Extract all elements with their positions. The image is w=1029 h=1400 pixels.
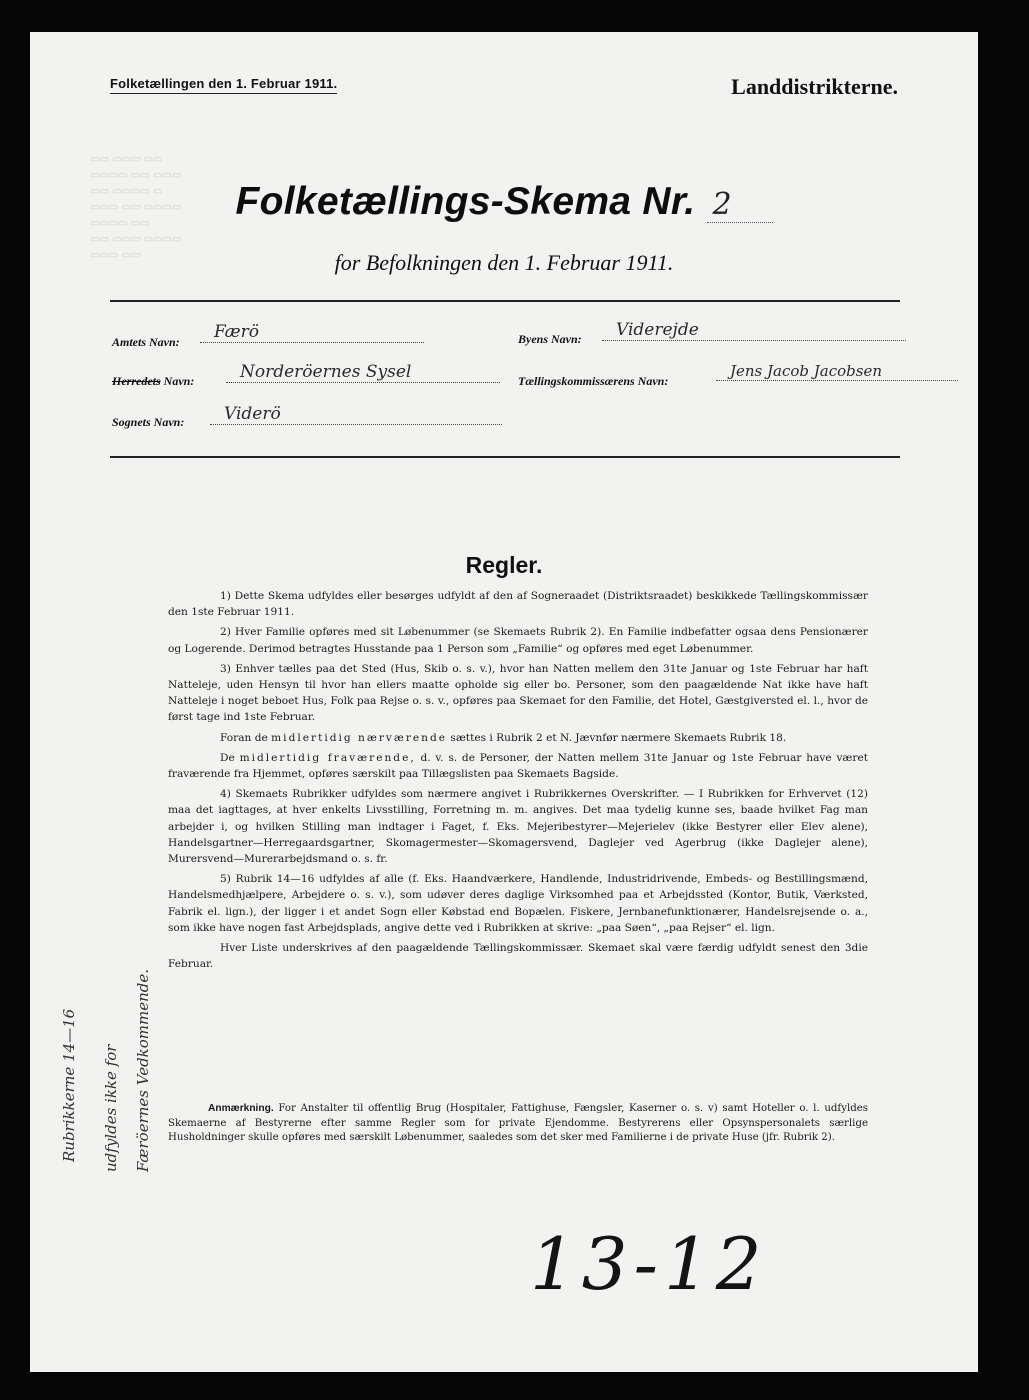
header-district-type: Landdistrikterne. <box>731 74 898 99</box>
note-label: Anmærkning. <box>208 1103 274 1114</box>
field-value-by: Viderejde <box>602 320 906 341</box>
field-value-sogn: Viderö <box>210 404 502 425</box>
field-value-herred: Norderöernes Sysel <box>226 362 500 383</box>
top-rule <box>110 300 900 302</box>
rule-1: 1) Dette Skema udfyldes eller besørges udfyldt af den af Sogneraadet (Distriktsraadet) beskikkede Tællingskommissær den 1ste Februar 1911. <box>168 590 868 619</box>
rules-heading: Regler. <box>465 552 543 578</box>
rule-5: 5) Rubrik 14—16 udfyldes af alle (f. Eks. Haandværkere, Handlende, Industridrivende, Embeds- og Bestillingsmænd, Handelsmedhjælpere, Arbejdere o. s. v.), som udøver deres daglige Virksomhed paa et Arbejdssted (Kontor, Butik, Værksted, Fabrik el. lign.), der ligger i et andet Sogn eller Købstad end Bopælen. Fiskere, Jernbanefunktionærer, Handelsrejsende o. a., som ikke have nogen fast Arbejdsplads, angive dette ved i Rubrikken at skrive: „paa Søen“, „paa Rejser“ el. lign. <box>168 873 868 934</box>
rule-3b: Foran de midlertidig nærværende sættes i Rubrik 2 et N. Jævnfør nærmere Skemaets Rubrik 18. <box>220 731 787 744</box>
field-value-amt: Færö <box>200 322 424 343</box>
side-note-line-3: Færöernes Vedkommende. <box>134 968 152 1172</box>
annotation-note <box>168 1102 868 1146</box>
rules-body <box>168 588 868 976</box>
header-census-date: Folketællingen den 1. Februar 1911. <box>110 76 337 94</box>
form-title <box>30 180 978 224</box>
bleed-through-text: ▭▭ ▭▭▭ ▭▭ ▭▭▭▭ ▭▭ ▭▭▭ ▭▭ ▭▭▭▭ ▭ ▭▭▭ ▭▭ ▭▭▭▭ ▭▭▭▭ ▭▭ ▭▭ ▭▭▭ ▭▭▭▭ ▭▭▭ ▭▭ <box>90 154 182 261</box>
handwritten-archive-number: 13-12 <box>530 1222 768 1306</box>
form-number-handwritten: 2 <box>707 187 773 223</box>
field-label-kommissaer: Tællingskommissærens Navn: <box>518 374 669 388</box>
field-label-herred-rest: Navn: <box>160 374 195 388</box>
field-label-by: Byens Navn: <box>518 332 582 346</box>
rule-2: 2) Hver Familie opføres med sit Løbenummer (se Skemaets Rubrik 2). En Familie indbefatter ogsaa dens Pensionærer og Logerende. Derimod betragtes Husstande paa 1 Person som „Familie“ og opføres med eget Løbenummer. <box>168 626 868 655</box>
census-form-page <box>30 32 978 1372</box>
field-label-amt: Amtets Navn: <box>112 335 180 349</box>
rule-4: 4) Skemaets Rubrikker udfyldes som nærmere angivet i Rubrikkernes Overskrifter. — I Rubrikken for Erhvervet (12) maa det iagttages, at hver enkelts Livsstilling, Forretning m. m. angives. Det maa tydelig kunne ses, baade hvilket Fag man arbejder i, og hvilken Stilling man indtager i Faget, f. Eks. Mejeribestyrer—Mejerielev (ikke Bestyrer eller Elev alene), Handelsgartner—Herregaardsgartner, Skomagermester—Skomagersvend, Daglejer ved Agerbrug (ikke Daglejer alene), Murersvend—Murerarbejdsmand o. s. fr. <box>168 788 868 866</box>
rule-3c: De midlertidig fraværende, d. v. s. de Personer, der Natten mellem 31te Januar og 1ste Februar have været fraværende fra Hjemmet, opføres særskilt paa Tillægslisten paa Skemaets Bagside. <box>168 751 868 781</box>
note-text: For Anstalter til offentlig Brug (Hospitaler, Fattighuse, Fængsler, Kaserner o. s. v) samt Hoteller o. l. udfyldes Skemaerne af Bestyrerne efter samme Regler som for private Ejendomme. Bestyrerens eller Opsynspersonalets særlige Husholdninger skulle opføres med særskilt Løbenummer, saaledes som det sker med Familierne i de private Huse (jfr. Rubrik 2). <box>168 1103 868 1143</box>
side-note-line-1: Rubrikkerne 14—16 <box>60 1008 78 1162</box>
field-value-kommissaer: Jens Jacob Jacobsen <box>716 362 958 381</box>
field-label-herred <box>112 374 194 389</box>
form-subtitle: for Befolkningen den 1. Februar 1911. <box>334 250 674 275</box>
form-title-text: Folketællings-Skema Nr. <box>235 180 696 223</box>
field-label-sogn: Sognets Navn: <box>112 415 185 429</box>
fields-bottom-rule <box>110 456 900 458</box>
side-note-line-2: udfyldes ikke for <box>102 1044 120 1172</box>
rule-5b: Hver Liste underskrives af den paagældende Tællingskommissær. Skemaet skal være færdig udfyldt senest den 3die Februar. <box>168 942 868 971</box>
rule-3: 3) Enhver tælles paa det Sted (Hus, Skib o. s. v.), hvor han Natten mellem den 31te Januar og 1ste Februar har haft Natteleje, uden Hensyn til hvor han ellers maatte opholde sig eller bo. Personer, som den paagældende Nat ikke have haft Natteleje i noget beboet Hus, Folk paa Rejse o. s. v., opføres paa Skemaet for den Familie, det Hotel, Gæstgiversted el. l., hvor de først tage ind 1ste Februar. <box>168 662 868 724</box>
field-label-herred-struck: Herredets <box>112 374 161 388</box>
